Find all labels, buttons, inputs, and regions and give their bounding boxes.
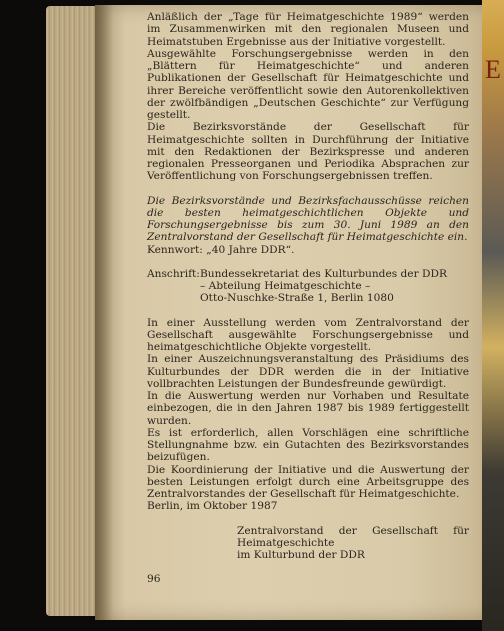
paragraph: In einer Auszeichnungsveranstaltung des Präsidiums des Kulturbundes der DDR werden die in der Initiative vollbrachten Leistungen der Bundesfreunde gewürdigt. — [147, 353, 469, 390]
adjacent-book — [482, 0, 504, 631]
paragraph: In die Auswertung werden nur Vorhaben und Resultate einbezogen, die in den Jahren 1987 bis 1989 fertiggestellt wurden. — [147, 390, 469, 427]
adjacent-book-letter: E — [485, 55, 501, 84]
paragraph: Anläßlich der „Tage für Heimatgeschichte 1989“ werden im Zusammenwirken mit den regionalen Museen und Heimatstuben Ergebnisse aus der Initiative vorgestellt. — [147, 11, 469, 48]
submission-note: Die Bezirksvorstände und Bezirksfachausschüsse reichen die besten heimatgeschichtlichen Objekte und Forschungsergebnisse bis zum 30. Juni 1989 an den Zentralvorstand der Gesellschaft für Heimatgeschichte ein. — [147, 194, 469, 244]
keyword-line: Kennwort: „40 Jahre DDR“. — [147, 243, 295, 256]
signature-line: im Kulturbund der DDR — [237, 549, 365, 561]
gutter-shadow — [95, 5, 113, 620]
paragraph: Die Bezirksvorstände der Gesellschaft für Heimatgeschichte sollten in Durchführung der Initiative mit den Redaktionen der Bezirkspresse und anderen regionalen Presseorganen und Periodika Absprachen zur Veröffentlichung von Forschungsergebnissen treffen. — [147, 121, 469, 183]
paragraph: Ausgewählte Forschungsergebnisse werden in den „Blättern für Heimatgeschichte“ und anderen Publikationen der Gesellschaft für Heimatgeschichte und ihrer Bereiche veröffentlicht sowie den Autorenkollektiven der zwölfbändigen „Deutschen Geschichte“ zur Verfügung gestellt. — [147, 47, 469, 121]
address-line: Otto-Nuschke-Straße 1, Berlin 1080 — [200, 292, 394, 305]
date-line: Berlin, im Oktober 1987 — [147, 500, 278, 513]
address-block — [147, 268, 469, 305]
address-line: – Abteilung Heimatgeschichte – — [200, 280, 371, 292]
paragraph: In einer Ausstellung werden vom Zentralvorstand der Gesellschaft ausgewählte Forschungsergebnisse und heimatgeschichtliche Objekte vorgestellt. — [147, 316, 469, 353]
paragraph: Die Koordinierung der Initiative und die Auswertung der besten Leistungen erfolgt durch eine Arbeitsgruppe des Zentralvorstandes der Gesellschaft für Heimatgeschichte. — [147, 463, 469, 500]
page-number: 96 — [147, 573, 161, 585]
paragraph: Es ist erforderlich, allen Vorschlägen eine schriftliche Stellungnahme bzw. ein Gutachten des Bezirksvorstandes beizufügen. — [147, 426, 469, 464]
address-label: Anschrift: — [147, 267, 200, 280]
address-line: Bundessekretariat des Kulturbundes der DDR — [200, 267, 447, 280]
signature-block — [237, 525, 469, 562]
signature-line: Zentralvorstand der Gesellschaft für Heimatgeschichte — [237, 524, 469, 549]
page-text — [147, 11, 469, 561]
